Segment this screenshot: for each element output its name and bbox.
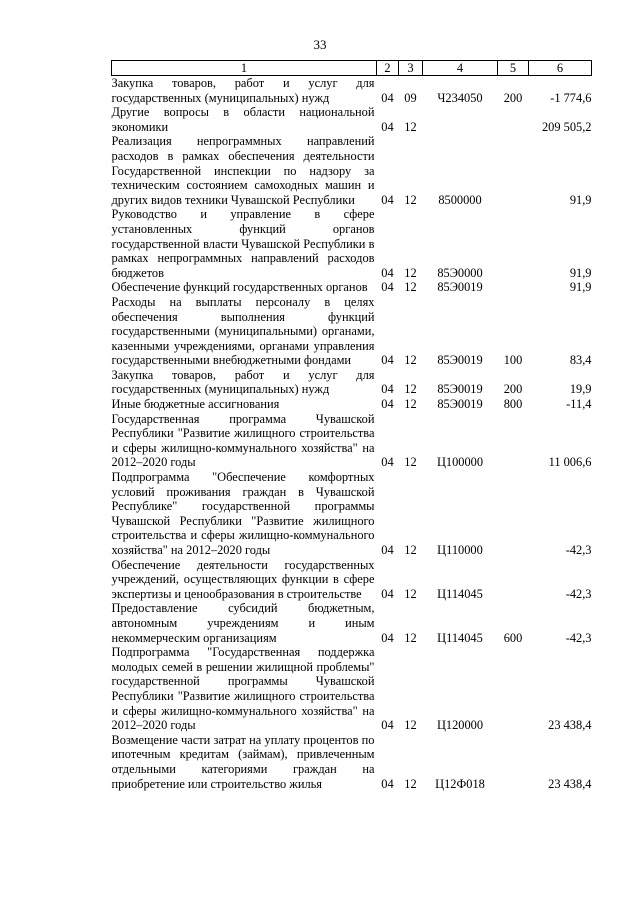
row-name: Расходы на выплаты персоналу в целях обеспечения выполнения функций государственными (муниципальными) органами, казенными учреждениями, органами управления государственными внебюджетными фондами xyxy=(111,294,375,368)
column-header: 1 xyxy=(112,61,377,76)
row-subsection: 12 xyxy=(404,265,417,280)
row-target-article: Ч234050 xyxy=(437,90,483,105)
table-row xyxy=(112,76,592,106)
row-target-article xyxy=(423,105,498,134)
row-subsection: 09 xyxy=(404,90,417,105)
row-target-article: 85Э0019 xyxy=(437,382,483,397)
row-subsection: 12 xyxy=(404,776,417,791)
table-row xyxy=(112,368,592,397)
row-section: 04 xyxy=(381,397,394,412)
row-name: Другие вопросы в области национальной экономики xyxy=(111,105,375,134)
page-number: 33 xyxy=(313,37,327,52)
column-header: 2 xyxy=(377,61,399,76)
row-section: 04 xyxy=(381,543,394,557)
column-header: 6 xyxy=(529,61,592,76)
table-row xyxy=(112,470,592,558)
row-target-article: Ц100000 xyxy=(436,455,484,470)
row-subsection: 12 xyxy=(404,353,417,368)
row-subsection: 12 xyxy=(404,192,417,207)
row-section: 04 xyxy=(381,718,394,733)
row-expense-type xyxy=(498,470,529,558)
row-expense-type: 200 xyxy=(503,382,523,397)
row-expense-type: 600 xyxy=(503,630,523,645)
row-amount: 91,9 xyxy=(569,192,592,207)
row-subsection: 12 xyxy=(404,455,417,470)
row-amount: 11 006,6 xyxy=(548,455,592,470)
row-name: Подпрограмма "Обеспечение комфортных условий проживания граждан в Чувашской Республике" государственной программы Чувашской Республики "Развитие жилищного строительства и сферы жилищно-коммунального хозяйства" на 2012–2020 годы xyxy=(111,470,375,557)
row-name: Руководство и управление в сфере установленных функций органов государственной власти Чувашской Республики в рамках непрограммных направлений расходов бюджетов xyxy=(111,207,375,280)
row-expense-type: 100 xyxy=(503,353,523,368)
row-section: 04 xyxy=(381,280,394,295)
row-name: Предоставление субсидий бюджетным, автономным учреждениям и иным некоммерческим организациям xyxy=(111,601,375,645)
row-section: 04 xyxy=(381,586,394,601)
table-row xyxy=(112,397,592,412)
row-target-article: 85Э0019 xyxy=(437,397,483,412)
table-row xyxy=(112,412,592,470)
column-header: 5 xyxy=(498,61,529,76)
row-name: Закупка товаров, работ и услуг для государственных (муниципальных) нужд xyxy=(111,367,375,397)
row-section: 04 xyxy=(381,119,394,134)
row-name: Государственная программа Чувашской Республики "Развитие жилищного строительства и сферы жилищно-коммунального хозяйства" на 2012–2020 годы xyxy=(111,411,375,470)
table-row xyxy=(112,558,592,602)
row-amount: -1 774,6 xyxy=(550,90,592,105)
row-target-article: Ц114045 xyxy=(437,630,483,645)
row-name: Возмещение части затрат на уплату процентов по ипотечным кредитам (займам), привлеченным отдельными категориями граждан на приобретение или строительство жилья xyxy=(111,732,375,791)
row-section: 04 xyxy=(381,192,394,207)
row-expense-type xyxy=(498,558,529,602)
row-name: Подпрограмма "Государственная поддержка молодых семей в решении жилищной проблемы" государственной программы Чувашской Республики "Развитие жилищного строительства и сферы жилищно-коммунального хозяйства" на 2012–2020 годы xyxy=(111,645,375,733)
table-row xyxy=(112,295,592,368)
row-amount: -11,4 xyxy=(566,397,592,412)
row-expense-type xyxy=(498,134,529,207)
row-section: 04 xyxy=(381,90,394,105)
row-subsection: 12 xyxy=(404,280,417,295)
row-name: Обеспечение функций государственных органов xyxy=(111,280,368,295)
row-target-article: 8500000 xyxy=(438,192,482,207)
row-amount: 83,4 xyxy=(569,353,592,368)
row-expense-type xyxy=(498,280,529,295)
row-name: Иные бюджетные ассигнования xyxy=(111,397,280,412)
row-target-article: 85Э0000 xyxy=(437,265,483,280)
row-target-article: Ц110000 xyxy=(437,543,483,557)
table-row xyxy=(112,207,592,280)
row-amount: 23 438,4 xyxy=(548,776,592,791)
budget-table xyxy=(111,60,592,791)
table-header xyxy=(112,61,592,76)
row-name: Закупка товаров, работ и услуг для государственных (муниципальных) нужд xyxy=(111,76,375,105)
row-amount: -42,3 xyxy=(565,630,592,645)
row-subsection: 12 xyxy=(404,543,417,557)
row-target-article: 85Э0019 xyxy=(437,280,483,295)
row-expense-type xyxy=(498,733,529,791)
row-amount: 209 505,2 xyxy=(541,119,592,134)
row-amount: 91,9 xyxy=(569,265,592,280)
row-name: Реализация непрограммных направлений расходов в рамках обеспечения деятельности Государственной инспекции по надзору за техническим состоянием самоходных машин и других видов техники Чувашской Республики xyxy=(111,134,375,207)
row-subsection: 12 xyxy=(404,718,417,733)
row-subsection: 12 xyxy=(404,119,417,134)
row-target-article: 85Э0019 xyxy=(437,353,483,368)
row-name: Обеспечение деятельности государственных учреждений, осуществляющих функции в сфере экспертизы и ценообразования в строительстве xyxy=(111,557,375,601)
row-section: 04 xyxy=(381,776,394,791)
row-target-article: Ц12Ф018 xyxy=(435,776,485,791)
table-row xyxy=(112,733,592,791)
row-amount: -42,3 xyxy=(565,586,592,601)
table-body xyxy=(112,76,592,792)
row-subsection: 12 xyxy=(404,630,417,645)
row-target-article: Ц114045 xyxy=(437,586,483,601)
table-row xyxy=(112,280,592,295)
row-subsection: 12 xyxy=(404,382,417,397)
row-expense-type xyxy=(498,645,529,733)
row-amount: -42,3 xyxy=(565,543,592,557)
row-expense-type xyxy=(498,105,529,134)
table-row xyxy=(112,645,592,733)
row-expense-type xyxy=(498,207,529,280)
row-amount: 19,9 xyxy=(569,382,592,397)
row-section: 04 xyxy=(381,265,394,280)
row-amount: 91,9 xyxy=(569,280,592,295)
row-target-article: Ц120000 xyxy=(436,718,484,733)
row-expense-type: 200 xyxy=(503,90,523,105)
row-amount: 23 438,4 xyxy=(548,718,592,733)
table-row xyxy=(112,601,592,645)
row-section: 04 xyxy=(381,630,394,645)
column-header: 3 xyxy=(399,61,423,76)
column-header: 4 xyxy=(423,61,498,76)
row-section: 04 xyxy=(381,455,394,470)
table-row xyxy=(112,134,592,207)
row-section: 04 xyxy=(381,382,394,397)
row-subsection: 12 xyxy=(404,586,417,601)
row-expense-type xyxy=(498,412,529,470)
table-row xyxy=(112,105,592,134)
row-section: 04 xyxy=(381,353,394,368)
row-expense-type: 800 xyxy=(503,397,523,412)
row-subsection: 12 xyxy=(404,397,417,412)
